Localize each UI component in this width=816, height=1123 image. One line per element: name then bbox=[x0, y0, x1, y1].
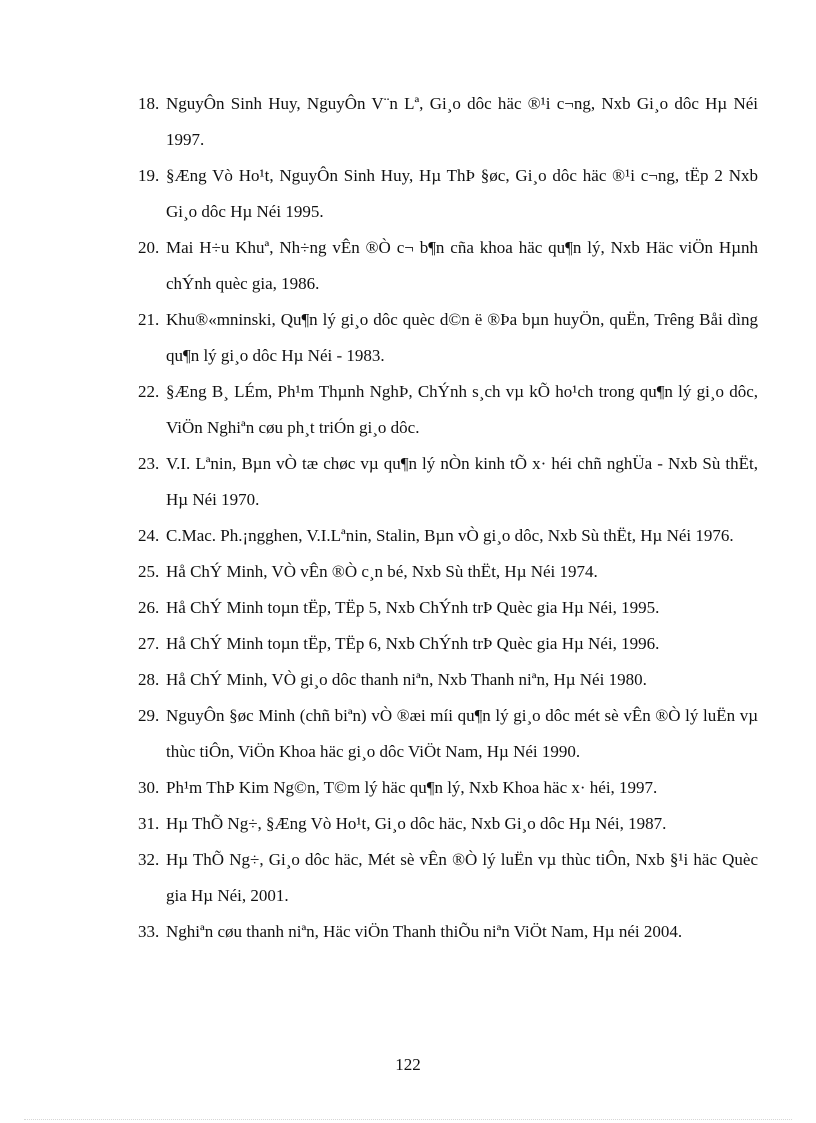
reference-text: Hå ChÝ Minh toµn tËp, TËp 5, Nxb ChÝnh trÞ Quèc gia Hµ Néi, 1995. bbox=[166, 598, 660, 617]
reference-number: 22. bbox=[138, 382, 160, 401]
reference-item bbox=[138, 446, 758, 518]
reference-text: Hµ ThÕ Ng÷, Gi¸o dôc häc, Mét sè vÊn ®Ò lý luËn vµ thùc tiÔn, Nxb §¹i häc Quèc gia Hµ Néi, 2001. bbox=[166, 850, 758, 905]
reference-text: Nghiªn cøu thanh niªn, Häc viÖn Thanh thiÕu niªn ViÖt Nam, Hµ néi 2004. bbox=[166, 922, 683, 941]
reference-number: 31. bbox=[138, 814, 160, 833]
reference-number: 33. bbox=[138, 922, 160, 941]
reference-item bbox=[138, 842, 758, 914]
reference-text: NguyÔn Sinh Huy, NguyÔn V¨n Lª, Gi¸o dôc häc ®¹i c¬ng, Nxb Gi¸o dôc Hµ Néi 1997. bbox=[166, 94, 758, 149]
reference-text: NguyÔn §øc Minh (chñ biªn) vÒ ®æi míi qu¶n lý gi¸o dôc mét sè vÊn ®Ò lý luËn vµ thùc tiÔn, ViÖn Khoa häc gi¸o dôc ViÖt Nam, Hµ Néi 1990. bbox=[166, 706, 758, 761]
reference-item bbox=[138, 302, 758, 374]
reference-item bbox=[138, 698, 758, 770]
reference-text: Hµ ThÕ Ng÷, §Æng Vò Ho¹t, Gi¸o dôc häc, Nxb Gi¸o dôc Hµ Néi, 1987. bbox=[166, 814, 667, 833]
reference-item bbox=[138, 518, 758, 554]
reference-number: 20. bbox=[138, 238, 160, 257]
reference-number: 26. bbox=[138, 598, 160, 617]
reference-item bbox=[138, 662, 758, 698]
reference-text: Hå ChÝ Minh toµn tËp, TËp 6, Nxb ChÝnh trÞ Quèc gia Hµ Néi, 1996. bbox=[166, 634, 660, 653]
reference-item bbox=[138, 914, 758, 950]
reference-item bbox=[138, 806, 758, 842]
reference-number: 19. bbox=[138, 166, 160, 185]
reference-number: 18. bbox=[138, 94, 160, 113]
reference-item bbox=[138, 770, 758, 806]
reference-number: 23. bbox=[138, 454, 160, 473]
reference-text: §Æng B¸ LÉm, Ph¹m Thµnh NghÞ, ChÝnh s¸ch vµ kÕ ho¹ch trong qu¶n lý gi¸o dôc, ViÖn Nghiªn cøu ph¸t triÓn gi¸o dôc. bbox=[166, 382, 758, 437]
reference-item bbox=[138, 374, 758, 446]
reference-number: 25. bbox=[138, 562, 160, 581]
reference-item bbox=[138, 590, 758, 626]
reference-item bbox=[138, 86, 758, 158]
reference-item bbox=[138, 554, 758, 590]
reference-text: Hå ChÝ Minh, VÒ gi¸o dôc thanh niªn, Nxb Thanh niªn, Hµ Néi 1980. bbox=[166, 670, 647, 689]
reference-number: 24. bbox=[138, 526, 160, 545]
reference-item bbox=[138, 626, 758, 662]
reference-text: §Æng Vò Ho¹t, NguyÔn Sinh Huy, Hµ ThÞ §øc, Gi¸o dôc häc ®¹i c¬ng, tËp 2 Nxb Gi¸o dôc Hµ Néi 1995. bbox=[166, 166, 758, 221]
reference-number: 21. bbox=[138, 310, 160, 329]
reference-number: 30. bbox=[138, 778, 160, 797]
reference-text: V.I. Lªnin, Bµn vÒ tæ chøc vµ qu¶n lý nÒn kinh tÕ x· héi chñ nghÜa - Nxb Sù thËt, Hµ Néi 1970. bbox=[166, 454, 758, 509]
page-bottom-divider bbox=[24, 1119, 792, 1120]
reference-text: Mai H÷u Khuª, Nh÷ng vÊn ®Ò c¬ b¶n cña khoa häc qu¶n lý, Nxb Häc viÖn Hµnh chÝnh quèc gia, 1986. bbox=[166, 238, 758, 293]
reference-text: C.Mac. Ph.¡ngghen, V.I.Lªnin, Stalin, Bµn vÒ gi¸o dôc, Nxb Sù thËt, Hµ Néi 1976. bbox=[166, 526, 734, 545]
reference-number: 27. bbox=[138, 634, 160, 653]
reference-list bbox=[0, 86, 816, 950]
reference-item bbox=[138, 230, 758, 302]
reference-text: Khu®«mninski, Qu¶n lý gi¸o dôc quèc d©n ë ®Þa bµn huyÖn, quËn, Trêng Båi dìng qu¶n lý gi¸o dôc Hµ Néi - 1983. bbox=[166, 310, 758, 365]
reference-text: Ph¹m ThÞ Kim Ng©n, T©m lý häc qu¶n lý, Nxb Khoa häc x· héi, 1997. bbox=[166, 778, 658, 797]
reference-item bbox=[138, 158, 758, 230]
reference-text: Hå ChÝ Minh, VÒ vÊn ®Ò c¸n bé, Nxb Sù thËt, Hµ Néi 1974. bbox=[166, 562, 598, 581]
page-number: 122 bbox=[395, 1055, 421, 1074]
reference-number: 32. bbox=[138, 850, 160, 869]
reference-number: 29. bbox=[138, 706, 160, 725]
reference-number: 28. bbox=[138, 670, 160, 689]
